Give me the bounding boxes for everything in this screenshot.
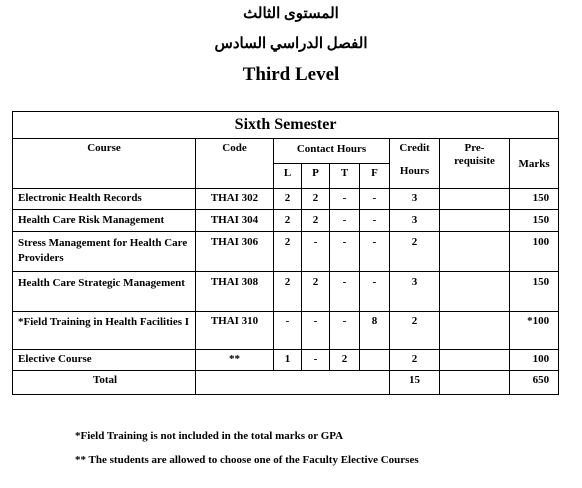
arabic-level-title: المستوى الثالث — [243, 6, 339, 22]
header-course: Course — [13, 139, 196, 189]
credit-hours: 2 — [390, 350, 440, 371]
course-code: ** — [196, 350, 274, 371]
credit-hours: 2 — [390, 312, 440, 350]
hours-t: - — [330, 312, 360, 350]
marks: 100 — [510, 232, 559, 272]
course-name: Health Care Strategic Management — [13, 272, 196, 312]
hours-l: 2 — [274, 272, 302, 312]
credit-hours: 3 — [390, 272, 440, 312]
hours-t: 2 — [330, 350, 360, 371]
hours-p: 2 — [302, 189, 330, 210]
hours-l: 1 — [274, 350, 302, 371]
header-t: T — [330, 164, 360, 189]
hours-p: - — [302, 232, 330, 272]
course-table — [12, 111, 559, 395]
marks: 150 — [510, 272, 559, 312]
marks: *100 — [510, 312, 559, 350]
credit-hours: 3 — [390, 189, 440, 210]
hours-t: - — [330, 232, 360, 272]
footnote-field-training: *Field Training is not included in the total marks or GPA — [75, 430, 344, 442]
prerequisite — [440, 312, 510, 350]
hours-l: 2 — [274, 210, 302, 232]
header-prerequisite: Pre- requisite — [440, 139, 510, 189]
marks: 100 — [510, 350, 559, 371]
table-row — [13, 272, 559, 312]
table-row — [13, 312, 559, 350]
prerequisite — [440, 210, 510, 232]
hours-f: - — [360, 210, 390, 232]
header-code: Code — [196, 139, 274, 189]
total-prerequisite — [440, 371, 510, 395]
course-name: *Field Training in Health Facilities I — [13, 312, 196, 350]
hours-t: - — [330, 189, 360, 210]
hours-f: - — [360, 232, 390, 272]
hours-f: - — [360, 272, 390, 312]
hours-p: - — [302, 350, 330, 371]
total-blank — [196, 371, 390, 395]
header-credit: Credit — [390, 139, 440, 164]
prerequisite — [440, 232, 510, 272]
semester-title: Sixth Semester — [13, 112, 559, 139]
header-f: F — [360, 164, 390, 189]
credit-hours: 3 — [390, 210, 440, 232]
header-l: L — [274, 164, 302, 189]
course-name: Electronic Health Records — [13, 189, 196, 210]
marks: 150 — [510, 189, 559, 210]
hours-p: - — [302, 312, 330, 350]
table-row — [13, 210, 559, 232]
hours-t: - — [330, 210, 360, 232]
course-name: Stress Management for Health Care Providers — [13, 232, 196, 272]
marks: 150 — [510, 210, 559, 232]
course-code: THAI 310 — [196, 312, 274, 350]
hours-l: - — [274, 312, 302, 350]
header-marks: Marks — [510, 139, 559, 189]
hours-l: 2 — [274, 189, 302, 210]
hours-l: 2 — [274, 232, 302, 272]
course-code: THAI 308 — [196, 272, 274, 312]
header-p: P — [302, 164, 330, 189]
header-hours: Hours — [390, 164, 440, 189]
semester-row — [13, 112, 559, 139]
hours-f — [360, 350, 390, 371]
hours-f: - — [360, 189, 390, 210]
total-row — [13, 371, 559, 395]
hours-p: 2 — [302, 272, 330, 312]
arabic-semester-title: الفصل الدراسي السادس — [214, 36, 368, 52]
footnote-elective: ** The students are allowed to choose one of the Faculty Elective Courses — [75, 454, 419, 466]
prerequisite — [440, 272, 510, 312]
hours-p: 2 — [302, 210, 330, 232]
hours-t: - — [330, 272, 360, 312]
table-row — [13, 189, 559, 210]
course-code: THAI 304 — [196, 210, 274, 232]
prerequisite — [440, 189, 510, 210]
course-code: THAI 306 — [196, 232, 274, 272]
level-title: Third Level — [242, 64, 340, 85]
prerequisite — [440, 350, 510, 371]
course-name: Health Care Risk Management — [13, 210, 196, 232]
course-name: Elective Course — [13, 350, 196, 371]
total-marks: 650 — [510, 371, 559, 395]
header-row-1 — [13, 139, 559, 164]
total-credit: 15 — [390, 371, 440, 395]
total-label: Total — [13, 371, 196, 395]
table-row — [13, 350, 559, 371]
header-contact-hours: Contact Hours — [274, 139, 390, 164]
table-row — [13, 232, 559, 272]
hours-f: 8 — [360, 312, 390, 350]
credit-hours: 2 — [390, 232, 440, 272]
course-code: THAI 302 — [196, 189, 274, 210]
